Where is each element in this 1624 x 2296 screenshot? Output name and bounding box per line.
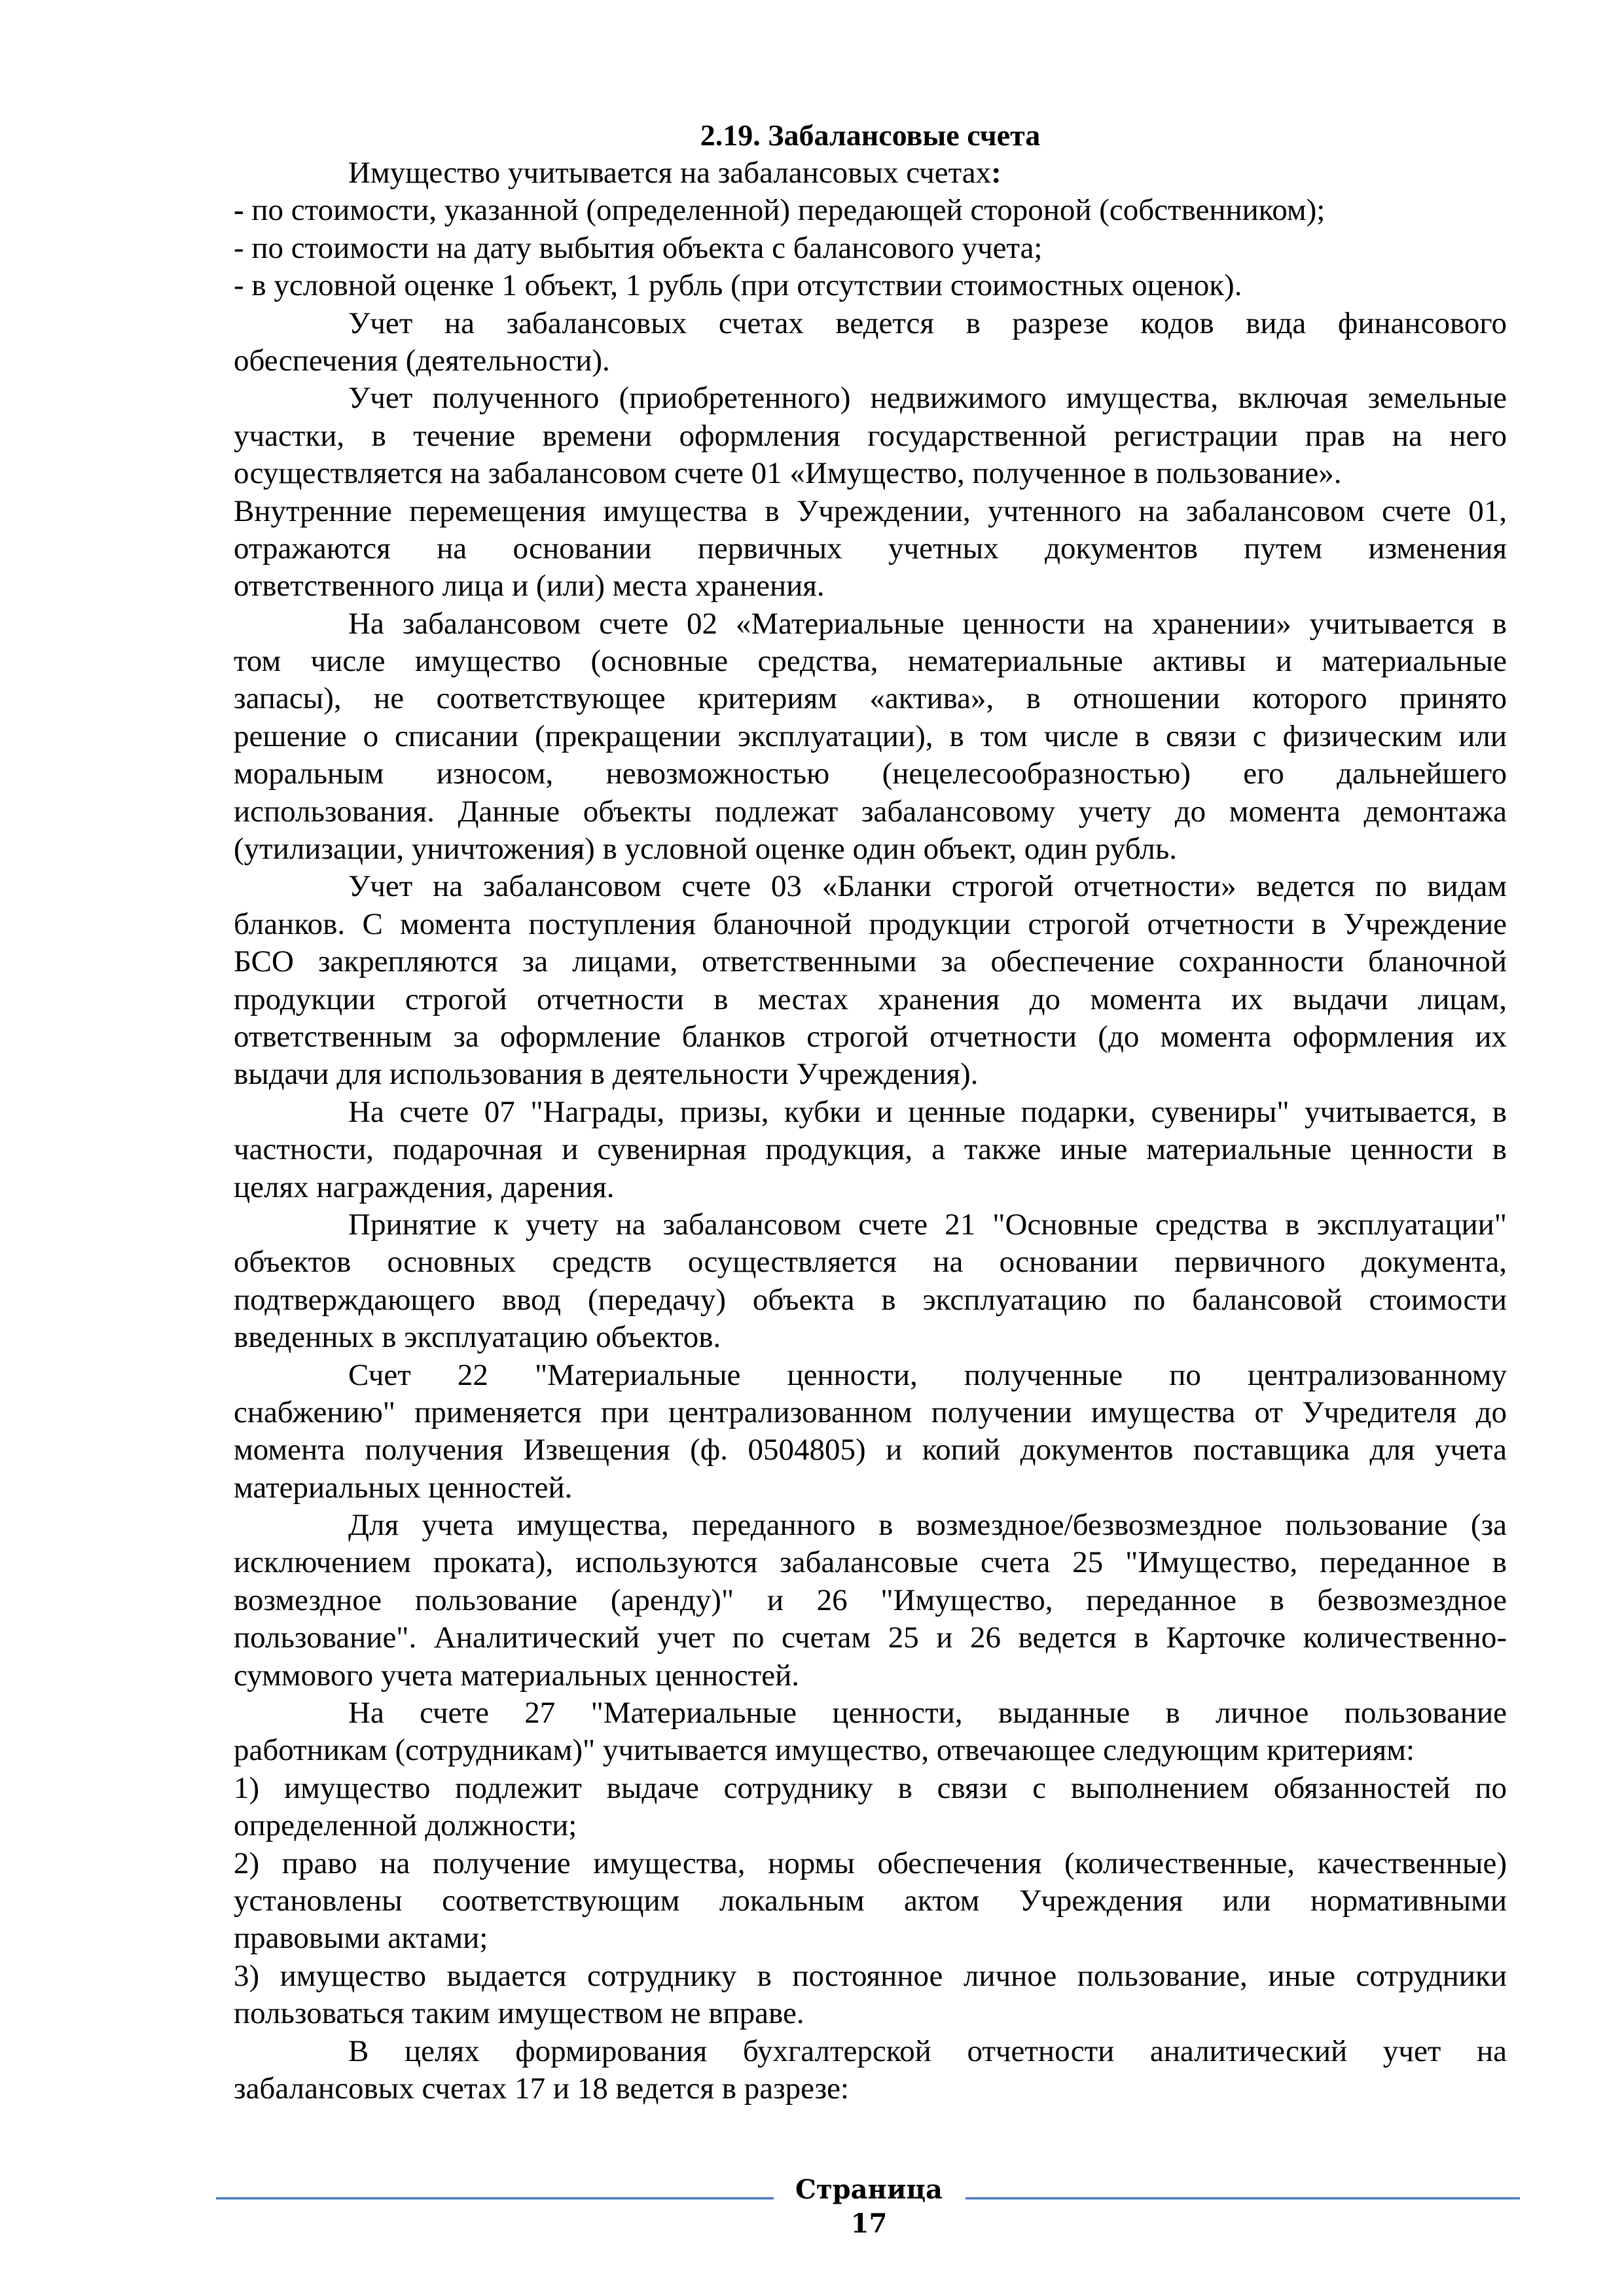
text-line bbox=[234, 868, 1507, 905]
text-line bbox=[234, 1319, 1507, 1356]
paragraph bbox=[234, 192, 1507, 229]
text-line bbox=[234, 1582, 1507, 1619]
line-text: частности, подарочная и сувенирная продукция, а также иные материальные ценности в bbox=[234, 1132, 1507, 1167]
line-text: На забалансовом счете 02 «Материальные ценности на хранении» учитывается в bbox=[348, 606, 1507, 641]
line-text: ответственным за оформление бланков строгой отчетности (до момента оформления их bbox=[234, 1019, 1507, 1054]
line-text: снабжению" применяется при централизованном получении имущества от Учредителя до bbox=[234, 1395, 1507, 1429]
line-text: Внутренние перемещения имущества в Учреждении, учтенного на забалансовом счете 01, bbox=[234, 493, 1507, 528]
text-line bbox=[234, 981, 1507, 1018]
text-line bbox=[234, 1732, 1507, 1769]
line-text: 3) имущество выдается сотруднику в постоянное личное пользование, иные сотрудники bbox=[234, 1958, 1507, 1993]
line-text: выдачи для использования в деятельности Учреждения). bbox=[234, 1057, 979, 1092]
section-title: 2.19. Забалансовые счета bbox=[700, 118, 1041, 152]
line-text: момента получения Извещения (ф. 0504805) и копий документов поставщика для учета bbox=[234, 1433, 1507, 1467]
text-line bbox=[234, 1770, 1507, 1807]
line-text: подтверждающего ввод (передачу) объекта в эксплуатацию по балансовой стоимости bbox=[234, 1282, 1507, 1317]
text-line bbox=[234, 1169, 1507, 1206]
paragraph bbox=[234, 1958, 1507, 2033]
text-line bbox=[234, 1206, 1507, 1244]
text-line bbox=[234, 1544, 1507, 1581]
text-line bbox=[234, 1958, 1507, 1995]
text-line bbox=[234, 1131, 1507, 1168]
paragraph bbox=[234, 1695, 1507, 1770]
paragraph bbox=[234, 2033, 1507, 2108]
paragraph bbox=[234, 868, 1507, 1093]
text-line bbox=[234, 1657, 1507, 1695]
paragraph bbox=[234, 1094, 1507, 1206]
line-text: суммового учета материальных ценностей. bbox=[234, 1658, 799, 1693]
line-text: решение о списании (прекращении эксплуатации), в том числе в связи с физическим или bbox=[234, 719, 1507, 753]
paragraph bbox=[234, 1206, 1507, 1357]
line-text: правовыми актами; bbox=[234, 1921, 488, 1956]
paragraph bbox=[234, 267, 1507, 304]
line-text: На счете 07 "Награды, призы, кубки и ценные подарки, сувениры" учитывается, в bbox=[348, 1094, 1507, 1129]
line-text: том числе имущество (основные средства, нематериальные активы и материальные bbox=[234, 644, 1507, 679]
line-text: Принятие к учету на забалансовом счете 21 "Основные средства в эксплуатации" bbox=[348, 1207, 1507, 1242]
paragraph bbox=[234, 1507, 1507, 1695]
footer-page-number: 17 bbox=[850, 2208, 888, 2239]
line-text: - в условной оценке 1 объект, 1 рубль (при отсутствии стоимостных оценок). bbox=[234, 268, 1242, 303]
line-text: Для учета имущества, переданного в возмездное/безвозмездное пользование (за bbox=[348, 1508, 1507, 1543]
text-line bbox=[234, 605, 1507, 643]
text-line bbox=[234, 1469, 1507, 1507]
line-text: возмездное пользование (аренду)" и 26 "Имущество, переданное в безвозмездное bbox=[234, 1583, 1507, 1617]
paragraph bbox=[234, 305, 1507, 380]
line-text: участки, в течение времени оформления государственной регистрации прав на него bbox=[234, 418, 1507, 453]
text-line bbox=[234, 418, 1507, 455]
line-text: пользоваться таким имуществом не вправе. bbox=[234, 1996, 804, 2031]
line-text: запасы), не соответствующее критериям «актива», в отношении которого принято bbox=[234, 681, 1507, 716]
text-line bbox=[234, 680, 1507, 717]
line-text: - по стоимости на дату выбытия объекта с балансового учета; bbox=[234, 230, 1043, 265]
text-line bbox=[234, 154, 1507, 192]
text-line bbox=[234, 380, 1507, 417]
paragraph bbox=[234, 605, 1507, 869]
line-text: Учет на забалансовом счете 03 «Бланки строгой отчетности» ведется по видам bbox=[348, 869, 1507, 904]
text-line bbox=[234, 1882, 1507, 1920]
footer-rule-left bbox=[216, 2197, 774, 2200]
text-line bbox=[234, 1507, 1507, 1544]
line-text: 2) право на получение имущества, нормы обеспечения (количественные, качественные) bbox=[234, 1846, 1507, 1880]
text-line bbox=[234, 1056, 1507, 1093]
line-text: отражаются на основании первичных учетных документов путем изменения bbox=[234, 531, 1507, 565]
text-line bbox=[234, 1995, 1507, 2032]
line-text: материальных ценностей. bbox=[234, 1470, 573, 1505]
line-text: забалансовых счетах 17 и 18 ведется в разрезе: bbox=[234, 2071, 850, 2106]
text-line bbox=[234, 1094, 1507, 1131]
footer-page-label: Страница bbox=[795, 2174, 943, 2205]
line-text: ответственного лица и (или) места хранения. bbox=[234, 569, 825, 603]
text-line bbox=[234, 1695, 1507, 1732]
document-page bbox=[234, 117, 1507, 2108]
text-line bbox=[234, 1920, 1507, 1957]
text-line bbox=[234, 567, 1507, 605]
bold-suffix: : bbox=[991, 156, 1001, 190]
text-line bbox=[234, 831, 1507, 868]
text-line bbox=[234, 755, 1507, 793]
line-text: обеспечения (деятельности). bbox=[234, 343, 610, 378]
text-line bbox=[234, 793, 1507, 831]
line-text: целях награждения, дарения. bbox=[234, 1170, 615, 1204]
text-line bbox=[234, 718, 1507, 755]
text-line bbox=[234, 1018, 1507, 1056]
line-text: БСО закрепляются за лицами, ответственными за обеспечение сохранности бланочной bbox=[234, 944, 1507, 979]
line-text: В целях формирования бухгалтерской отчетности аналитический учет на bbox=[348, 2034, 1507, 2068]
line-text: На счете 27 "Материальные ценности, выданные в личное пользование bbox=[348, 1696, 1507, 1731]
line-text: осуществляется на забалансовом счете 01 «Имущество, полученное в пользование». bbox=[234, 456, 1342, 491]
paragraph bbox=[234, 1357, 1507, 1507]
text-line bbox=[234, 267, 1507, 304]
paragraph bbox=[234, 1770, 1507, 1845]
line-text: моральным износом, невозможностью (нецелесообразностью) его дальнейшего bbox=[234, 757, 1507, 791]
paragraph bbox=[234, 380, 1507, 492]
text-line bbox=[234, 2033, 1507, 2070]
paragraph bbox=[234, 230, 1507, 267]
body-text bbox=[234, 154, 1507, 2108]
text-line bbox=[234, 1282, 1507, 1319]
line-text: исключением проката), используются забалансовые счета 25 "Имущество, переданное в bbox=[234, 1545, 1507, 1580]
text-line bbox=[234, 1244, 1507, 1281]
text-line bbox=[234, 493, 1507, 530]
line-text: работникам (сотрудникам)" учитывается имущество, отвечающее следующим критериям: bbox=[234, 1733, 1415, 1768]
line-text: введенных в эксплуатацию объектов. bbox=[234, 1320, 721, 1355]
line-text: продукции строгой отчетности в местах хранения до момента их выдачи лицам, bbox=[234, 982, 1507, 1016]
text-line bbox=[234, 455, 1507, 492]
line-text: определенной должности; bbox=[234, 1808, 577, 1843]
text-line bbox=[234, 305, 1507, 342]
text-line bbox=[234, 1619, 1507, 1657]
line-text: объектов основных средств осуществляется на основании первичного документа, bbox=[234, 1245, 1507, 1280]
line-text: установлены соответствующим локальным актом Учреждения или нормативными bbox=[234, 1883, 1507, 1918]
text-line bbox=[234, 2070, 1507, 2108]
text-line bbox=[234, 1845, 1507, 1882]
line-text: использования. Данные объекты подлежат забалансовому учету до момента демонтажа bbox=[234, 794, 1507, 829]
line-text: Учет на забалансовых счетах ведется в разрезе кодов вида финансового bbox=[348, 306, 1507, 340]
line-text: по стоимости, указанной (определенной) передающей стороной (собственником); bbox=[244, 193, 1326, 228]
text-line bbox=[234, 1431, 1507, 1469]
line-text: пользование". Аналитический учет по счетам 25 и 26 ведется в Карточке количественно- bbox=[234, 1621, 1507, 1655]
text-line bbox=[234, 530, 1507, 567]
text-line bbox=[234, 230, 1507, 267]
paragraph bbox=[234, 1845, 1507, 1958]
text-line bbox=[234, 906, 1507, 943]
line-text: Учет полученного (приобретенного) недвижимого имущества, включая земельные bbox=[348, 381, 1507, 416]
text-line bbox=[234, 943, 1507, 980]
page-footer bbox=[0, 2160, 1624, 2258]
line-text: Имущество учитывается на забалансовых счетах bbox=[348, 156, 992, 190]
text-line bbox=[234, 1807, 1507, 1844]
text-line bbox=[234, 643, 1507, 680]
bold-prefix: - bbox=[234, 193, 244, 228]
line-text: (утилизации, уничтожения) в условной оценке один объект, один рубль. bbox=[234, 832, 1178, 867]
line-text: Счет 22 "Материальные ценности, полученные по централизованному bbox=[348, 1357, 1507, 1392]
text-line bbox=[234, 192, 1507, 229]
line-text: бланков. С момента поступления бланочной продукции строгой отчетности в Учреждение bbox=[234, 906, 1507, 941]
text-line bbox=[234, 1394, 1507, 1431]
line-text: 1) имущество подлежит выдаче сотруднику в связи с выполнением обязанностей по bbox=[234, 1770, 1507, 1805]
text-line bbox=[234, 342, 1507, 380]
paragraph bbox=[234, 154, 1507, 192]
footer-rule-right bbox=[965, 2197, 1520, 2200]
text-line bbox=[234, 1357, 1507, 1394]
paragraph bbox=[234, 493, 1507, 605]
